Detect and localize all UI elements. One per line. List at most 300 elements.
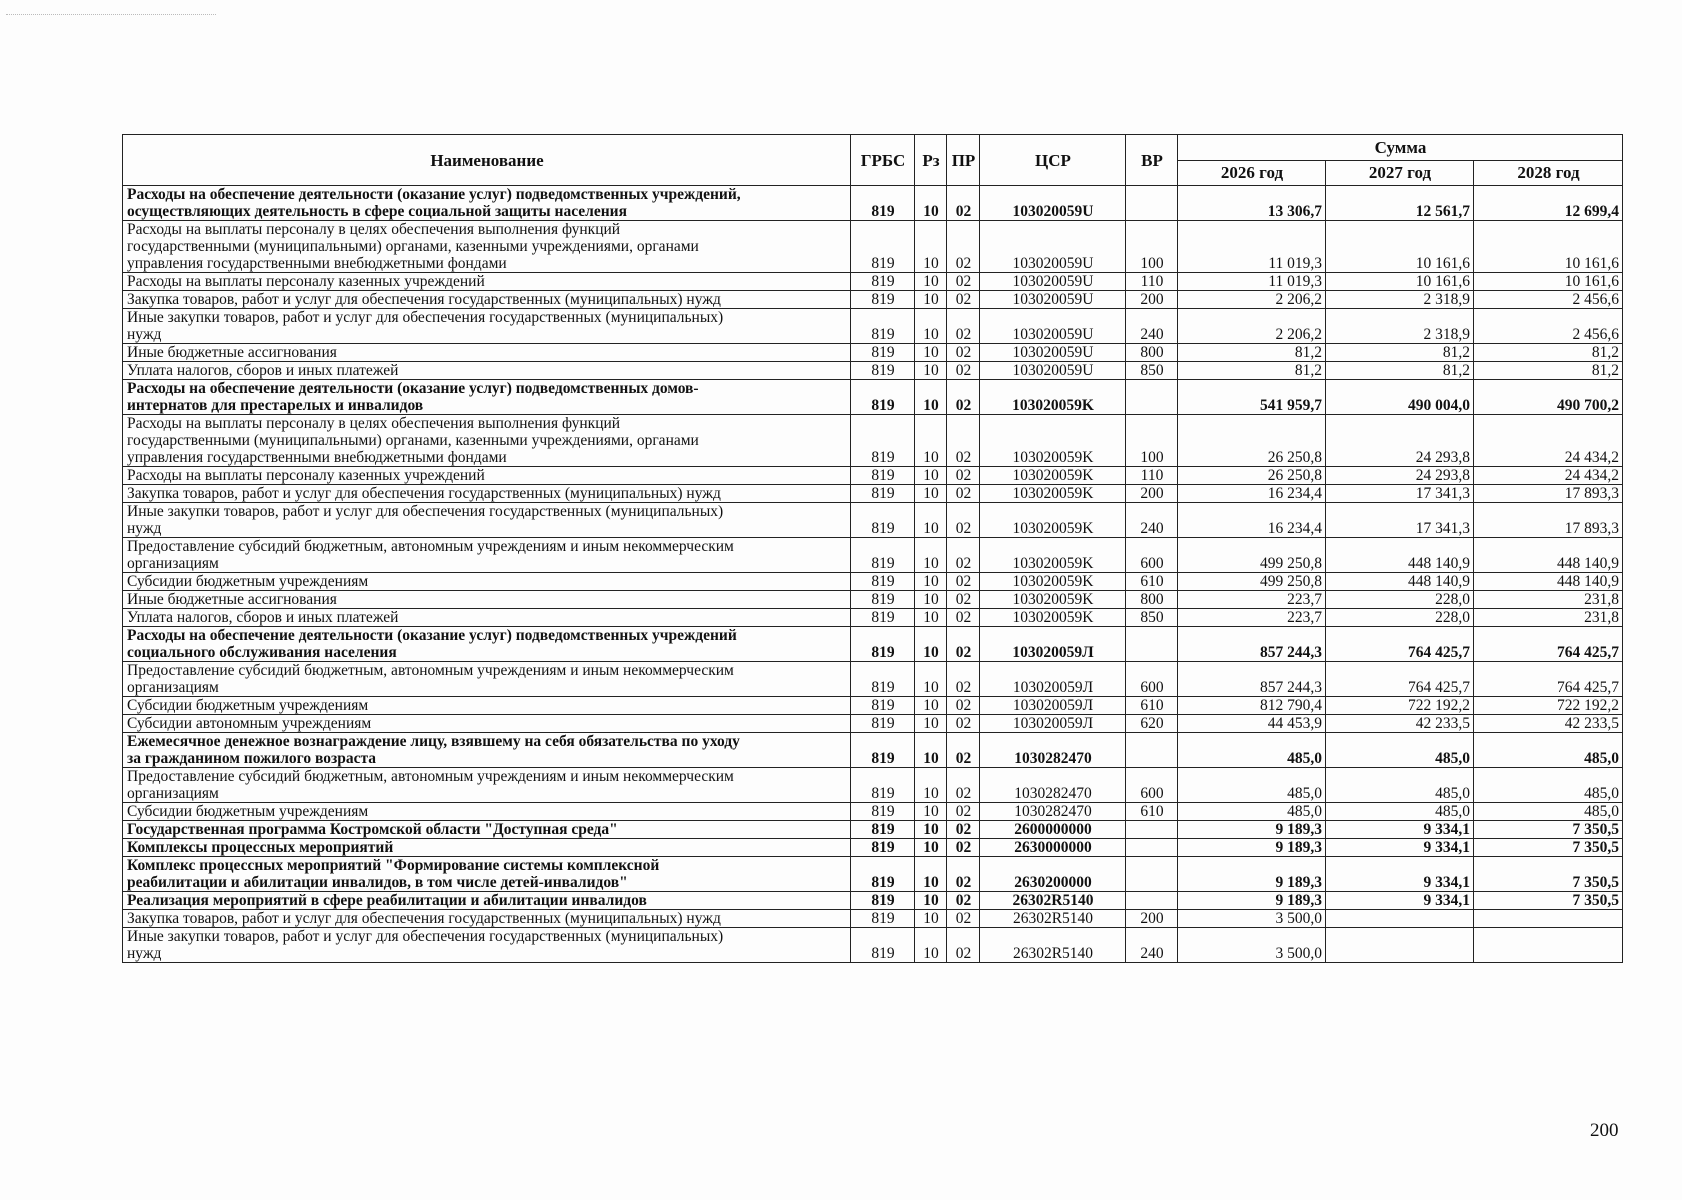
cell-rz: 10 (915, 362, 947, 380)
cell-name: Иные бюджетные ассигнования (123, 344, 851, 362)
cell-grbs: 819 (851, 467, 915, 485)
cell-csr: 1030282470 (980, 768, 1126, 803)
cell-name: Расходы на выплаты персоналу казенных учреждений (123, 467, 851, 485)
cell-2028: 81,2 (1474, 362, 1623, 380)
cell-grbs: 819 (851, 503, 915, 538)
table-row (123, 839, 1623, 857)
cell-rz: 10 (915, 662, 947, 697)
cell-pr: 02 (947, 733, 980, 768)
table-row (123, 467, 1623, 485)
cell-2026: 16 234,4 (1178, 485, 1326, 503)
cell-grbs: 819 (851, 821, 915, 839)
cell-vr: 850 (1126, 362, 1178, 380)
cell-rz: 10 (915, 910, 947, 928)
cell-2028: 81,2 (1474, 344, 1623, 362)
cell-vr (1126, 857, 1178, 892)
cell-rz: 10 (915, 485, 947, 503)
table-row (123, 697, 1623, 715)
cell-2027: 764 425,7 (1326, 662, 1474, 697)
cell-csr: 103020059U (980, 273, 1126, 291)
table-row (123, 485, 1623, 503)
cell-name: Закупка товаров, работ и услуг для обеспечения государственных (муниципальных) нужд (123, 291, 851, 309)
cell-vr: 110 (1126, 467, 1178, 485)
cell-2026: 2 206,2 (1178, 291, 1326, 309)
cell-csr: 103020059K (980, 467, 1126, 485)
cell-2026: 11 019,3 (1178, 221, 1326, 273)
cell-pr: 02 (947, 662, 980, 697)
cell-2026: 223,7 (1178, 609, 1326, 627)
cell-name: Иные закупки товаров, работ и услуг для обеспечения государственных (муниципальных) нужд (123, 503, 851, 538)
cell-2027: 490 004,0 (1326, 380, 1474, 415)
cell-2027: 2 318,9 (1326, 291, 1474, 309)
cell-2026: 857 244,3 (1178, 662, 1326, 697)
cell-name: Предоставление субсидий бюджетным, автономным учреждениям и иным некоммерческим организациям (123, 538, 851, 573)
cell-name: Иные бюджетные ассигнования (123, 591, 851, 609)
header-2026: 2026 год (1178, 160, 1326, 186)
cell-2027: 9 334,1 (1326, 821, 1474, 839)
cell-grbs: 819 (851, 221, 915, 273)
cell-2028 (1474, 910, 1623, 928)
table-row (123, 415, 1623, 467)
header-grbs: ГРБС (851, 135, 915, 186)
cell-csr: 103020059K (980, 380, 1126, 415)
cell-2026: 9 189,3 (1178, 857, 1326, 892)
cell-grbs: 819 (851, 362, 915, 380)
cell-2027: 10 161,6 (1326, 273, 1474, 291)
cell-vr (1126, 627, 1178, 662)
cell-csr: 103020059U (980, 186, 1126, 221)
header-csr: ЦСР (980, 135, 1126, 186)
cell-csr: 2630000000 (980, 839, 1126, 857)
cell-vr (1126, 839, 1178, 857)
cell-2027: 81,2 (1326, 362, 1474, 380)
cell-2028: 10 161,6 (1474, 273, 1623, 291)
cell-2026: 13 306,7 (1178, 186, 1326, 221)
cell-name: Субсидии автономным учреждениям (123, 715, 851, 733)
cell-pr: 02 (947, 467, 980, 485)
cell-vr (1126, 186, 1178, 221)
cell-pr: 02 (947, 892, 980, 910)
cell-vr: 110 (1126, 273, 1178, 291)
cell-2027: 24 293,8 (1326, 467, 1474, 485)
cell-pr: 02 (947, 715, 980, 733)
cell-pr: 02 (947, 839, 980, 857)
cell-2026: 812 790,4 (1178, 697, 1326, 715)
table-row (123, 573, 1623, 591)
cell-2028: 722 192,2 (1474, 697, 1623, 715)
cell-2027: 485,0 (1326, 768, 1474, 803)
cell-2027 (1326, 928, 1474, 963)
table-row (123, 733, 1623, 768)
cell-2028: 448 140,9 (1474, 538, 1623, 573)
header-2028: 2028 год (1474, 160, 1623, 186)
cell-name: Реализация мероприятий в сфере реабилитации и абилитации инвалидов (123, 892, 851, 910)
cell-2028: 231,8 (1474, 609, 1623, 627)
cell-name: Уплата налогов, сборов и иных платежей (123, 609, 851, 627)
cell-vr: 600 (1126, 768, 1178, 803)
cell-name: Уплата налогов, сборов и иных платежей (123, 362, 851, 380)
cell-rz: 10 (915, 221, 947, 273)
header-rz: Рз (915, 135, 947, 186)
cell-grbs: 819 (851, 662, 915, 697)
cell-pr: 02 (947, 573, 980, 591)
cell-2028: 24 434,2 (1474, 467, 1623, 485)
cell-rz: 10 (915, 892, 947, 910)
cell-2026: 81,2 (1178, 362, 1326, 380)
cell-csr: 103020059U (980, 362, 1126, 380)
cell-2027: 228,0 (1326, 609, 1474, 627)
cell-vr: 240 (1126, 928, 1178, 963)
cell-grbs: 819 (851, 857, 915, 892)
cell-grbs: 819 (851, 538, 915, 573)
table-row (123, 362, 1623, 380)
cell-grbs: 819 (851, 839, 915, 857)
cell-name: Ежемесячное денежное вознаграждение лицу, взявшему на себя обязательства по уходу за гражданином пожилого возраста (123, 733, 851, 768)
cell-grbs: 819 (851, 291, 915, 309)
cell-name: Иные закупки товаров, работ и услуг для обеспечения государственных (муниципальных) нужд (123, 309, 851, 344)
cell-2027: 2 318,9 (1326, 309, 1474, 344)
cell-2027: 10 161,6 (1326, 221, 1474, 273)
cell-vr: 800 (1126, 591, 1178, 609)
cell-2026: 857 244,3 (1178, 627, 1326, 662)
cell-pr: 02 (947, 768, 980, 803)
table-row (123, 291, 1623, 309)
cell-csr: 103020059K (980, 415, 1126, 467)
cell-pr: 02 (947, 803, 980, 821)
cell-2027: 9 334,1 (1326, 839, 1474, 857)
cell-2028: 2 456,6 (1474, 309, 1623, 344)
cell-grbs: 819 (851, 627, 915, 662)
cell-csr: 103020059Л (980, 697, 1126, 715)
cell-2026: 499 250,8 (1178, 538, 1326, 573)
cell-2027: 764 425,7 (1326, 627, 1474, 662)
cell-grbs: 819 (851, 609, 915, 627)
table-row (123, 273, 1623, 291)
cell-vr (1126, 892, 1178, 910)
cell-vr: 850 (1126, 609, 1178, 627)
cell-pr: 02 (947, 344, 980, 362)
cell-grbs: 819 (851, 803, 915, 821)
cell-2027: 9 334,1 (1326, 857, 1474, 892)
cell-2027: 12 561,7 (1326, 186, 1474, 221)
cell-rz: 10 (915, 768, 947, 803)
cell-vr (1126, 821, 1178, 839)
cell-pr: 02 (947, 503, 980, 538)
cell-rz: 10 (915, 857, 947, 892)
cell-2027: 722 192,2 (1326, 697, 1474, 715)
cell-csr: 103020059U (980, 344, 1126, 362)
table-row (123, 662, 1623, 697)
cell-csr: 26302R5140 (980, 892, 1126, 910)
cell-name: Закупка товаров, работ и услуг для обеспечения государственных (муниципальных) нужд (123, 910, 851, 928)
cell-2026: 485,0 (1178, 803, 1326, 821)
cell-name: Закупка товаров, работ и услуг для обеспечения государственных (муниципальных) нужд (123, 485, 851, 503)
cell-2027: 17 341,3 (1326, 485, 1474, 503)
header-name: Наименование (123, 135, 851, 186)
cell-2026: 44 453,9 (1178, 715, 1326, 733)
header-pr: ПР (947, 135, 980, 186)
cell-vr: 600 (1126, 662, 1178, 697)
cell-2028: 448 140,9 (1474, 573, 1623, 591)
cell-2026: 3 500,0 (1178, 910, 1326, 928)
cell-grbs: 819 (851, 380, 915, 415)
cell-csr: 103020059K (980, 609, 1126, 627)
cell-2027: 448 140,9 (1326, 573, 1474, 591)
cell-2028: 764 425,7 (1474, 627, 1623, 662)
cell-grbs: 819 (851, 715, 915, 733)
cell-csr: 26302R5140 (980, 928, 1126, 963)
table-row (123, 609, 1623, 627)
cell-csr: 103020059K (980, 573, 1126, 591)
cell-pr: 02 (947, 910, 980, 928)
cell-2028: 485,0 (1474, 733, 1623, 768)
table-row (123, 591, 1623, 609)
cell-name: Расходы на выплаты персоналу в целях обеспечения выполнения функций государственными (муниципальными) органами, казенными учреждениями, органами управления государственными внебюджетными фондами (123, 415, 851, 467)
cell-name: Расходы на обеспечение деятельности (оказание услуг) подведомственных домов- интернатов для престарелых и инвалидов (123, 380, 851, 415)
cell-rz: 10 (915, 733, 947, 768)
cell-pr: 02 (947, 186, 980, 221)
cell-vr: 610 (1126, 697, 1178, 715)
cell-2026: 81,2 (1178, 344, 1326, 362)
cell-2026: 26 250,8 (1178, 467, 1326, 485)
table-row (123, 768, 1623, 803)
cell-vr: 200 (1126, 291, 1178, 309)
cell-csr: 103020059K (980, 503, 1126, 538)
cell-rz: 10 (915, 273, 947, 291)
cell-grbs: 819 (851, 344, 915, 362)
cell-csr: 2600000000 (980, 821, 1126, 839)
cell-pr: 02 (947, 485, 980, 503)
table-row (123, 910, 1623, 928)
cell-pr: 02 (947, 627, 980, 662)
cell-vr: 620 (1126, 715, 1178, 733)
cell-name: Государственная программа Костромской области "Доступная среда" (123, 821, 851, 839)
cell-2027: 42 233,5 (1326, 715, 1474, 733)
cell-2028: 231,8 (1474, 591, 1623, 609)
cell-name: Субсидии бюджетным учреждениям (123, 697, 851, 715)
cell-pr: 02 (947, 380, 980, 415)
cell-2026: 485,0 (1178, 733, 1326, 768)
cell-vr: 610 (1126, 573, 1178, 591)
cell-2026: 9 189,3 (1178, 892, 1326, 910)
cell-rz: 10 (915, 538, 947, 573)
cell-name: Иные закупки товаров, работ и услуг для обеспечения государственных (муниципальных) нужд (123, 928, 851, 963)
cell-rz: 10 (915, 380, 947, 415)
cell-2026: 499 250,8 (1178, 573, 1326, 591)
cell-name: Расходы на выплаты персоналу казенных учреждений (123, 273, 851, 291)
cell-2026: 9 189,3 (1178, 839, 1326, 857)
cell-2027 (1326, 910, 1474, 928)
cell-vr: 800 (1126, 344, 1178, 362)
cell-2028: 2 456,6 (1474, 291, 1623, 309)
cell-2026: 16 234,4 (1178, 503, 1326, 538)
cell-csr: 103020059Л (980, 662, 1126, 697)
table-row (123, 186, 1623, 221)
cell-vr: 200 (1126, 910, 1178, 928)
cell-name: Субсидии бюджетным учреждениям (123, 573, 851, 591)
cell-rz: 10 (915, 573, 947, 591)
cell-grbs: 819 (851, 892, 915, 910)
cell-vr: 240 (1126, 309, 1178, 344)
cell-rz: 10 (915, 715, 947, 733)
cell-name: Расходы на обеспечение деятельности (оказание услуг) подведомственных учреждений, осуществляющих деятельность в сфере социальной защиты населения (123, 186, 851, 221)
cell-csr: 103020059Л (980, 627, 1126, 662)
cell-2027: 228,0 (1326, 591, 1474, 609)
cell-pr: 02 (947, 415, 980, 467)
cell-vr (1126, 733, 1178, 768)
cell-grbs: 819 (851, 591, 915, 609)
cell-2028: 7 350,5 (1474, 857, 1623, 892)
table-row (123, 380, 1623, 415)
table-row (123, 538, 1623, 573)
header-2027: 2027 год (1326, 160, 1474, 186)
cell-2028: 7 350,5 (1474, 892, 1623, 910)
table-row (123, 857, 1623, 892)
table-row (123, 309, 1623, 344)
cell-name: Комплекс процессных мероприятий "Формирование системы комплексной реабилитации и абилитации инвалидов, в том числе детей-инвалидов" (123, 857, 851, 892)
cell-2027: 485,0 (1326, 803, 1474, 821)
cell-2028: 17 893,3 (1474, 503, 1623, 538)
cell-pr: 02 (947, 362, 980, 380)
cell-2027: 485,0 (1326, 733, 1474, 768)
cell-2028: 17 893,3 (1474, 485, 1623, 503)
cell-2028: 490 700,2 (1474, 380, 1623, 415)
cell-2027: 9 334,1 (1326, 892, 1474, 910)
cell-csr: 103020059U (980, 309, 1126, 344)
cell-rz: 10 (915, 928, 947, 963)
cell-2026: 541 959,7 (1178, 380, 1326, 415)
cell-rz: 10 (915, 291, 947, 309)
cell-grbs: 819 (851, 186, 915, 221)
cell-grbs: 819 (851, 573, 915, 591)
table-row (123, 221, 1623, 273)
cell-rz: 10 (915, 803, 947, 821)
cell-name: Предоставление субсидий бюджетным, автономным учреждениям и иным некоммерческим организациям (123, 768, 851, 803)
page-number: 200 (1590, 1120, 1619, 1141)
budget-table (122, 134, 1623, 963)
cell-rz: 10 (915, 591, 947, 609)
table-row (123, 928, 1623, 963)
cell-pr: 02 (947, 928, 980, 963)
table-row (123, 503, 1623, 538)
cell-2026: 485,0 (1178, 768, 1326, 803)
table-row (123, 803, 1623, 821)
cell-2028: 10 161,6 (1474, 221, 1623, 273)
cell-2027: 17 341,3 (1326, 503, 1474, 538)
table-row (123, 715, 1623, 733)
cell-2028: 7 350,5 (1474, 839, 1623, 857)
cell-grbs: 819 (851, 309, 915, 344)
cell-vr: 240 (1126, 503, 1178, 538)
cell-csr: 103020059U (980, 291, 1126, 309)
cell-2026: 3 500,0 (1178, 928, 1326, 963)
cell-grbs: 819 (851, 768, 915, 803)
cell-2027: 448 140,9 (1326, 538, 1474, 573)
cell-2028 (1474, 928, 1623, 963)
cell-pr: 02 (947, 309, 980, 344)
cell-2028: 24 434,2 (1474, 415, 1623, 467)
cell-rz: 10 (915, 839, 947, 857)
cell-csr: 103020059K (980, 538, 1126, 573)
cell-grbs: 819 (851, 415, 915, 467)
cell-2027: 81,2 (1326, 344, 1474, 362)
cell-2028: 42 233,5 (1474, 715, 1623, 733)
cell-2027: 24 293,8 (1326, 415, 1474, 467)
cell-name: Предоставление субсидий бюджетным, автономным учреждениям и иным некоммерческим организациям (123, 662, 851, 697)
cell-grbs: 819 (851, 733, 915, 768)
cell-grbs: 819 (851, 928, 915, 963)
cell-name: Субсидии бюджетным учреждениям (123, 803, 851, 821)
cell-vr: 600 (1126, 538, 1178, 573)
header-vr: ВР (1126, 135, 1178, 186)
cell-grbs: 819 (851, 697, 915, 715)
cell-pr: 02 (947, 697, 980, 715)
cell-rz: 10 (915, 627, 947, 662)
cell-csr: 1030282470 (980, 803, 1126, 821)
cell-vr: 610 (1126, 803, 1178, 821)
cell-pr: 02 (947, 221, 980, 273)
cell-grbs: 819 (851, 910, 915, 928)
cell-pr: 02 (947, 857, 980, 892)
cell-csr: 2630200000 (980, 857, 1126, 892)
cell-rz: 10 (915, 415, 947, 467)
cell-rz: 10 (915, 186, 947, 221)
cell-grbs: 819 (851, 485, 915, 503)
scan-artifact (6, 14, 216, 16)
cell-vr: 100 (1126, 415, 1178, 467)
cell-2028: 485,0 (1474, 803, 1623, 821)
cell-csr: 103020059Л (980, 715, 1126, 733)
cell-rz: 10 (915, 503, 947, 538)
cell-rz: 10 (915, 309, 947, 344)
cell-rz: 10 (915, 344, 947, 362)
cell-pr: 02 (947, 591, 980, 609)
cell-vr: 200 (1126, 485, 1178, 503)
table-header (123, 135, 1623, 186)
cell-name: Расходы на выплаты персоналу в целях обеспечения выполнения функций государственными (муниципальными) органами, казенными учреждениями, органами управления государственными внебюджетными фондами (123, 221, 851, 273)
cell-2028: 764 425,7 (1474, 662, 1623, 697)
table-row (123, 627, 1623, 662)
cell-pr: 02 (947, 273, 980, 291)
cell-csr: 103020059K (980, 485, 1126, 503)
cell-name: Расходы на обеспечение деятельности (оказание услуг) подведомственных учреждений социального обслуживания населения (123, 627, 851, 662)
cell-2028: 7 350,5 (1474, 821, 1623, 839)
cell-2026: 2 206,2 (1178, 309, 1326, 344)
cell-name: Комплексы процессных мероприятий (123, 839, 851, 857)
header-sum: Сумма (1178, 135, 1623, 161)
cell-2026: 223,7 (1178, 591, 1326, 609)
cell-rz: 10 (915, 609, 947, 627)
cell-pr: 02 (947, 538, 980, 573)
cell-vr: 100 (1126, 221, 1178, 273)
cell-pr: 02 (947, 291, 980, 309)
cell-2028: 12 699,4 (1474, 186, 1623, 221)
cell-csr: 1030282470 (980, 733, 1126, 768)
cell-rz: 10 (915, 821, 947, 839)
cell-rz: 10 (915, 697, 947, 715)
cell-rz: 10 (915, 467, 947, 485)
table-row (123, 344, 1623, 362)
table-row (123, 892, 1623, 910)
cell-2026: 26 250,8 (1178, 415, 1326, 467)
cell-pr: 02 (947, 821, 980, 839)
cell-csr: 26302R5140 (980, 910, 1126, 928)
cell-pr: 02 (947, 609, 980, 627)
cell-2026: 11 019,3 (1178, 273, 1326, 291)
cell-grbs: 819 (851, 273, 915, 291)
table-row (123, 821, 1623, 839)
table-body (123, 186, 1623, 963)
